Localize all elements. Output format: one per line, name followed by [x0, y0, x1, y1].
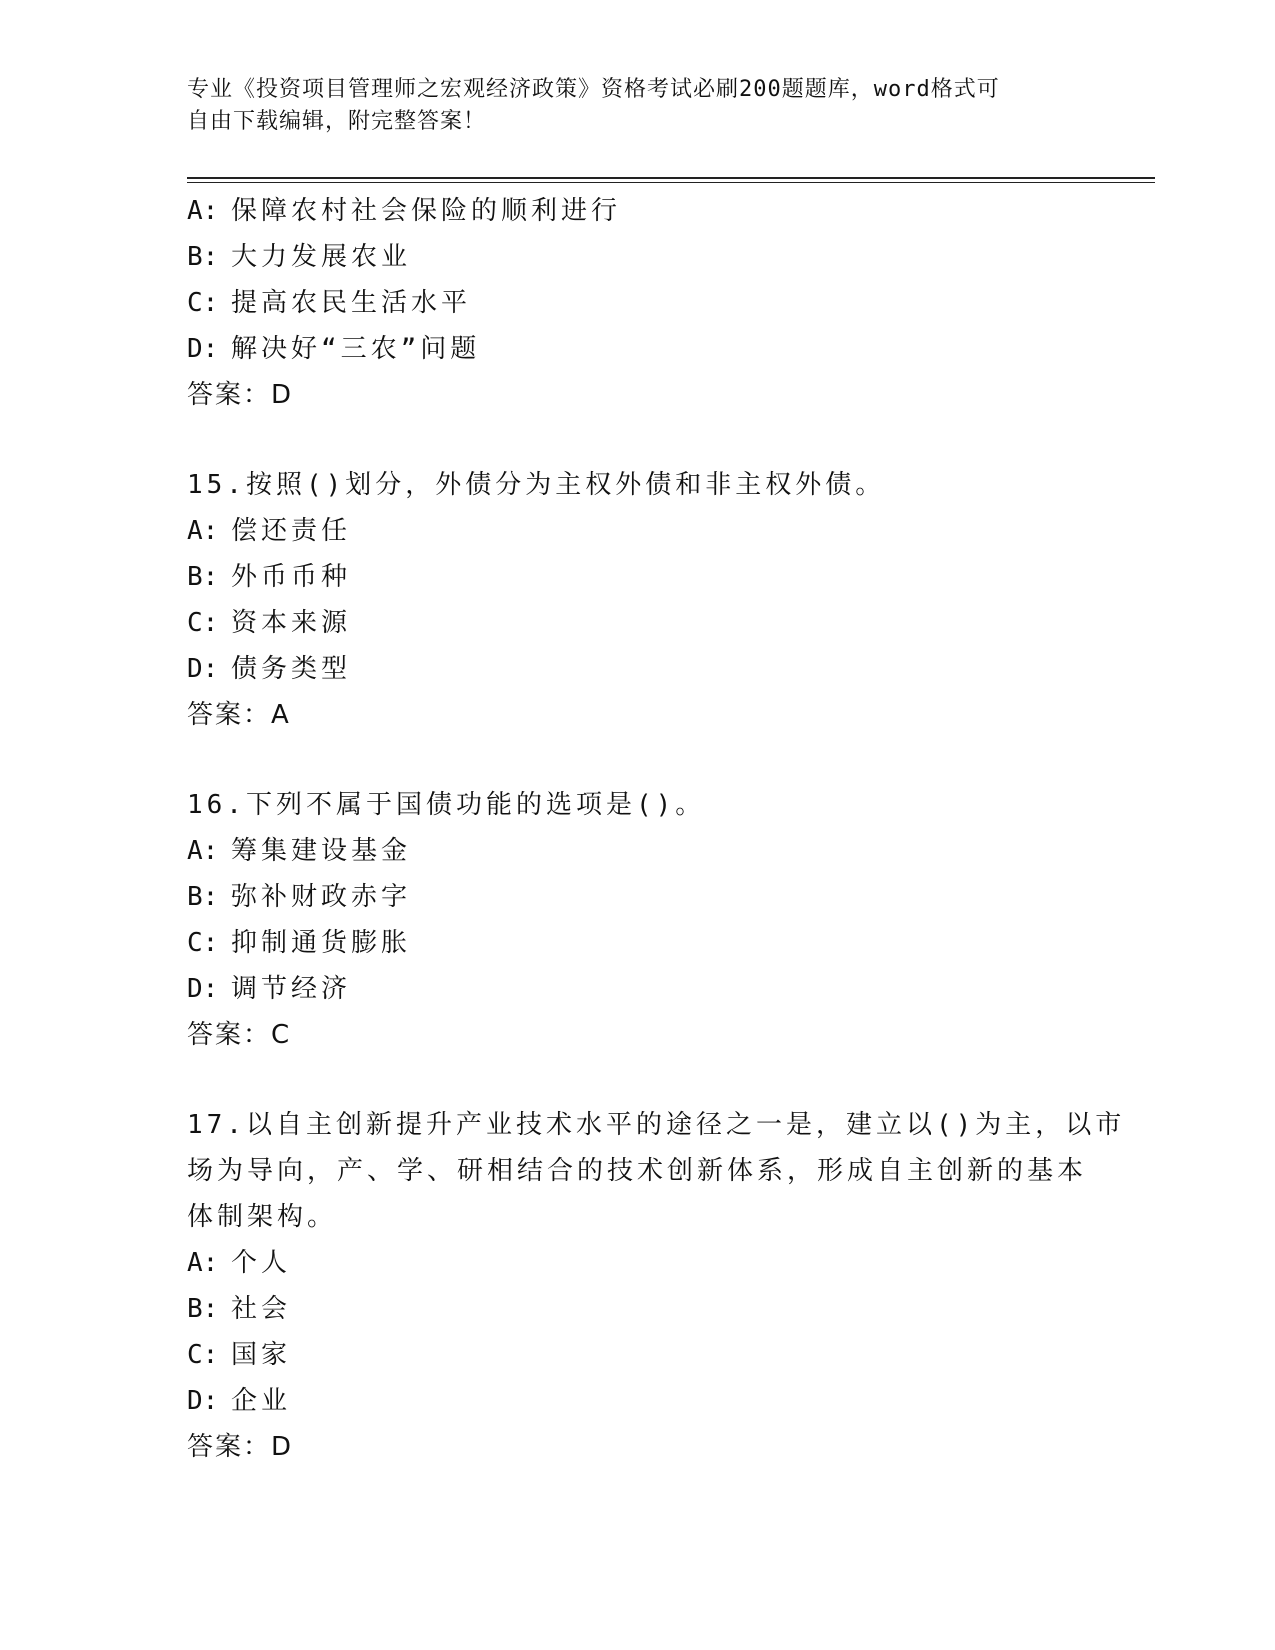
option-label: B: — [187, 562, 219, 592]
question-16 — [187, 782, 1087, 1058]
option-d — [187, 326, 1087, 372]
option-text: 企业 — [231, 1386, 292, 1416]
question-17 — [187, 1102, 1126, 1470]
option-text: 社会 — [231, 1294, 292, 1324]
option-b — [187, 1286, 1087, 1332]
question-15 — [187, 462, 1087, 738]
option-a — [187, 1240, 1087, 1286]
option-label: B: — [187, 1294, 219, 1324]
option-text: 国家 — [231, 1340, 292, 1370]
option-text: 偿还责任 — [231, 516, 352, 546]
answer: 答案：D — [187, 1432, 294, 1462]
question-list — [187, 188, 1126, 1470]
option-a — [187, 508, 1087, 554]
header-divider — [187, 177, 1155, 179]
question-stem: 16.下列不属于国债功能的选项是()。 — [187, 790, 706, 820]
question-stem: 15.按照()划分，外债分为主权外债和非主权外债。 — [187, 470, 886, 500]
option-text: 债务类型 — [231, 654, 352, 684]
option-label: A: — [187, 1248, 219, 1278]
option-text: 筹集建设基金 — [231, 836, 412, 866]
option-text: 弥补财政赤字 — [231, 882, 412, 912]
option-text: 抑制通货膨胀 — [231, 928, 412, 958]
option-label: A: — [187, 836, 219, 866]
option-label: A: — [187, 516, 219, 546]
option-label: D: — [187, 974, 219, 1004]
answer: 答案：C — [187, 1020, 292, 1050]
option-label: D: — [187, 334, 219, 364]
spacer — [187, 738, 1087, 782]
option-label: C: — [187, 1340, 219, 1370]
option-label: C: — [187, 928, 219, 958]
answer: 答案：A — [187, 700, 291, 730]
option-c — [187, 920, 1087, 966]
option-label: D: — [187, 1386, 219, 1416]
header-divider-thin — [187, 182, 1155, 183]
option-text: 外币币种 — [231, 562, 352, 592]
question-stem-line-1: 17.以自主创新提升产业技术水平的途径之一是，建立以()为主，以市 — [187, 1110, 1126, 1140]
option-d — [187, 1378, 1087, 1424]
option-b — [187, 234, 1087, 280]
option-text: 大力发展农业 — [231, 242, 412, 272]
option-c — [187, 600, 1087, 646]
option-label: C: — [187, 608, 219, 638]
option-label: D: — [187, 654, 219, 684]
spacer — [187, 418, 1087, 462]
document-header — [187, 74, 1067, 138]
option-b — [187, 554, 1087, 600]
answer: 答案：D — [187, 380, 294, 410]
option-b — [187, 874, 1087, 920]
option-text: 提高农民生活水平 — [231, 288, 472, 318]
question-stem-line-2: 场为导向，产、学、研相结合的技术创新体系，形成自主创新的基本 — [187, 1156, 1088, 1186]
header-line-2: 自由下载编辑，附完整答案！ — [187, 109, 487, 134]
option-label: A: — [187, 196, 219, 226]
question-stem-line-3: 体制架构。 — [187, 1202, 338, 1232]
option-text: 调节经济 — [231, 974, 352, 1004]
option-text: 资本来源 — [231, 608, 352, 638]
header-line-1: 专业《投资项目管理师之宏观经济政策》资格考试必刷200题题库，word格式可 — [187, 77, 1000, 102]
option-a — [187, 188, 1087, 234]
option-a — [187, 828, 1087, 874]
option-c — [187, 1332, 1087, 1378]
option-d — [187, 646, 1087, 692]
option-text: 个人 — [231, 1248, 292, 1278]
spacer — [187, 1058, 1087, 1102]
option-text: 保障农村社会保险的顺利进行 — [231, 196, 622, 226]
option-text: 解决好“三农”问题 — [231, 334, 481, 364]
option-label: B: — [187, 242, 219, 272]
option-label: C: — [187, 288, 219, 318]
question-14 — [187, 188, 1087, 418]
option-c — [187, 280, 1087, 326]
option-d — [187, 966, 1087, 1012]
option-label: B: — [187, 882, 219, 912]
